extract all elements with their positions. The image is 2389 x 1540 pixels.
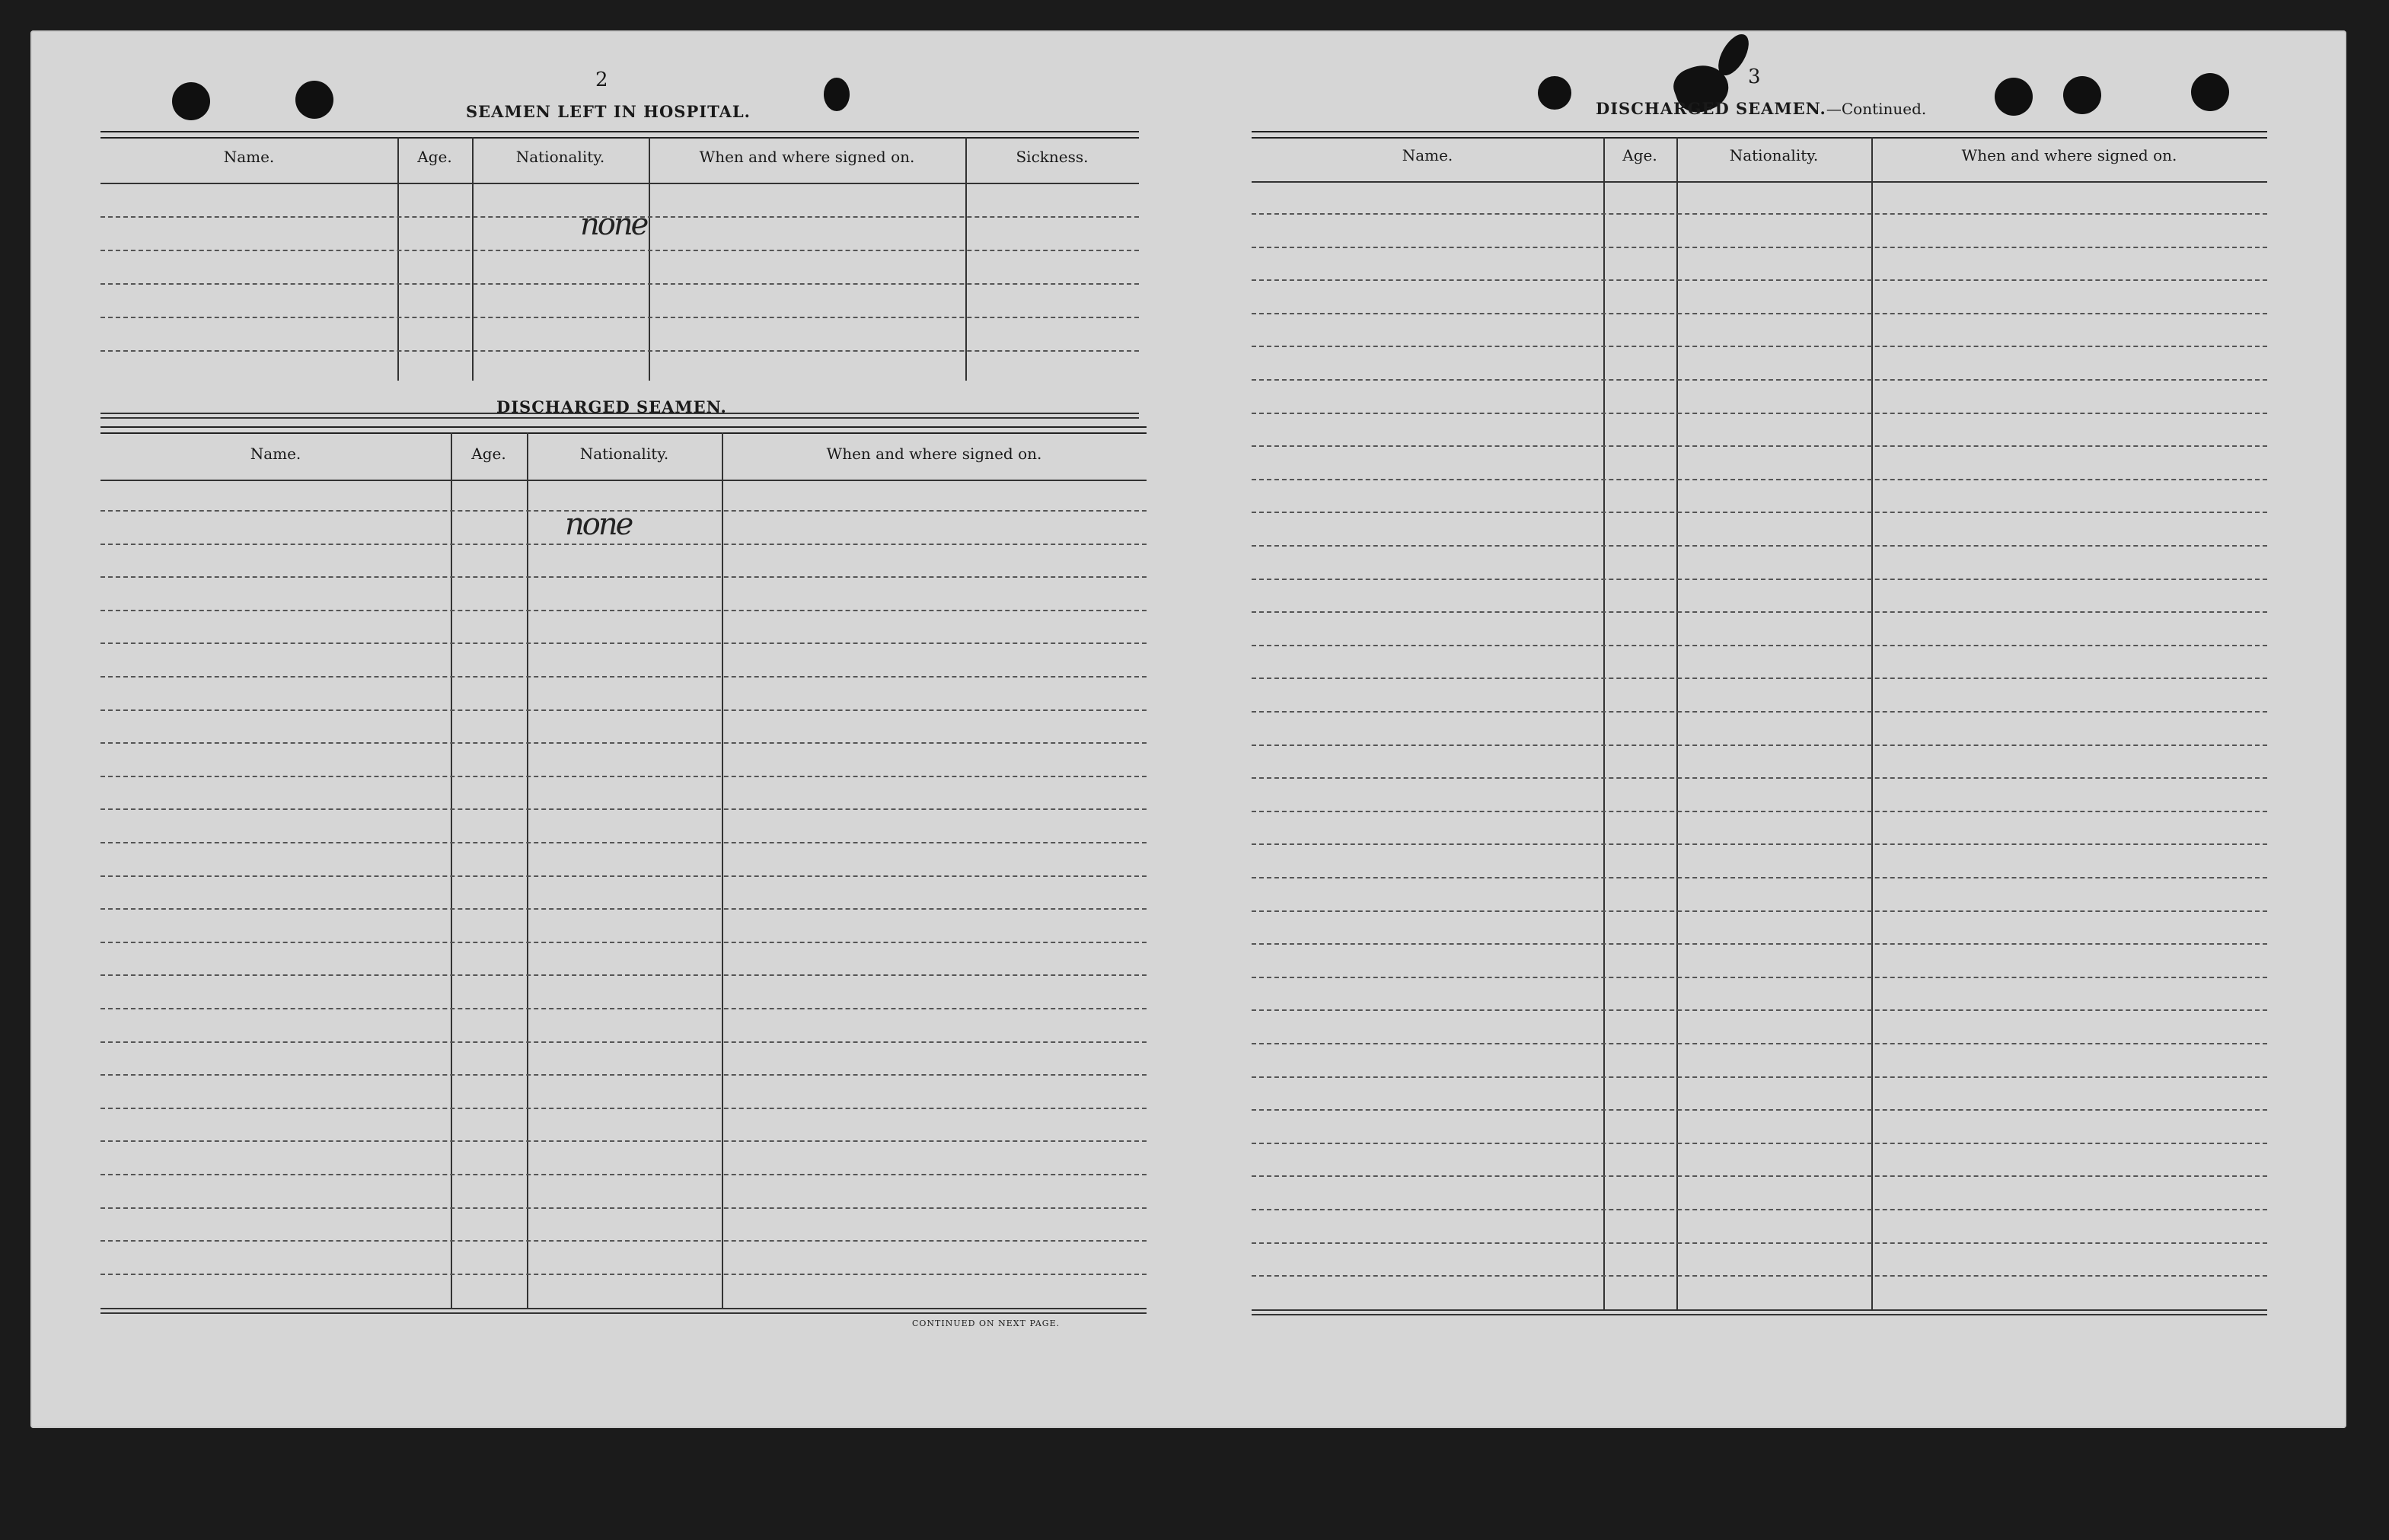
table-row[interactable]: [1252, 611, 2267, 613]
discharged-col-name: Name.: [250, 445, 301, 463]
table-row[interactable]: [1252, 777, 2267, 779]
table-row[interactable]: [1252, 811, 2267, 812]
table-row[interactable]: [1252, 379, 2267, 381]
table-row[interactable]: [100, 317, 1139, 318]
table-row[interactable]: [1252, 313, 2267, 314]
discharged-table-right: [1252, 131, 2267, 1349]
table-row[interactable]: [1252, 445, 2267, 447]
continued-col-name: Name.: [1402, 146, 1453, 164]
punch-hole-icon: [1538, 76, 1571, 110]
table-row[interactable]: [100, 250, 1139, 251]
table-row[interactable]: [100, 1274, 1147, 1275]
table-row[interactable]: [1252, 744, 2267, 746]
table-row[interactable]: [100, 1240, 1147, 1242]
table-row[interactable]: [100, 350, 1139, 352]
table-row[interactable]: [100, 510, 1147, 512]
discharged-col-nationality: Nationality.: [579, 445, 669, 463]
punch-hole-icon: [824, 78, 850, 111]
table-row[interactable]: [1252, 512, 2267, 513]
table-row[interactable]: [1252, 1109, 2267, 1111]
table-row[interactable]: [1252, 346, 2267, 347]
table-row[interactable]: [1252, 1076, 2267, 1078]
table-row[interactable]: [100, 610, 1147, 611]
table-row[interactable]: [1252, 943, 2267, 945]
table-row[interactable]: [1252, 479, 2267, 480]
table-row[interactable]: [100, 742, 1147, 744]
hospital-col-age: Age.: [417, 148, 452, 166]
table-row[interactable]: [1252, 711, 2267, 713]
discharged-col-age: Age.: [471, 445, 506, 463]
table-row[interactable]: [100, 676, 1147, 678]
table-row[interactable]: [100, 908, 1147, 910]
table-row[interactable]: [1252, 545, 2267, 547]
table-row[interactable]: [100, 1140, 1147, 1142]
table-row[interactable]: [1252, 645, 2267, 646]
table-row[interactable]: [1252, 1175, 2267, 1177]
table-row[interactable]: [1252, 413, 2267, 414]
table-row[interactable]: [100, 942, 1147, 943]
hospital-col-signed-on: When and where signed on.: [699, 148, 915, 166]
table-row[interactable]: [1252, 247, 2267, 248]
hospital-section-title: SEAMEN LEFT IN HOSPITAL.: [466, 102, 751, 121]
table-row[interactable]: [100, 1174, 1147, 1175]
page-number-left: 2: [595, 69, 608, 91]
hospital-col-nationality: Nationality.: [515, 148, 605, 166]
table-row[interactable]: [1252, 977, 2267, 978]
handwritten-none-entry: none: [565, 507, 632, 542]
table-row[interactable]: [1252, 1242, 2267, 1244]
table-row[interactable]: [1252, 843, 2267, 845]
table-row[interactable]: [1252, 910, 2267, 912]
continued-col-signed-on: When and where signed on.: [1961, 146, 2177, 164]
discharged-continued-title-main: DISCHARGED SEAMEN.: [1596, 99, 1826, 118]
table-row[interactable]: [100, 1041, 1147, 1043]
handwritten-none-entry: none: [580, 207, 647, 242]
table-row[interactable]: [100, 808, 1147, 810]
table-row[interactable]: [100, 1008, 1147, 1009]
table-row[interactable]: [100, 576, 1147, 578]
table-row[interactable]: [1252, 1209, 2267, 1210]
discharged-continued-title: [1596, 99, 1926, 118]
punch-hole-icon: [2191, 73, 2229, 111]
document-sheet: [30, 30, 2346, 1428]
table-row[interactable]: [1252, 1009, 2267, 1011]
table-row[interactable]: [1252, 678, 2267, 679]
table-row[interactable]: [100, 875, 1147, 877]
continued-col-age: Age.: [1622, 146, 1657, 164]
table-row[interactable]: [100, 1108, 1147, 1109]
table-row[interactable]: [100, 1074, 1147, 1076]
table-row[interactable]: [100, 709, 1147, 711]
discharged-continued-suffix: —Continued.: [1826, 100, 1927, 118]
hospital-col-name: Name.: [223, 148, 275, 166]
table-row[interactable]: [1252, 1043, 2267, 1044]
table-row[interactable]: [100, 776, 1147, 777]
table-row[interactable]: [100, 642, 1147, 644]
punch-hole-icon: [2063, 76, 2101, 114]
page-number-right: 3: [1748, 65, 1761, 88]
table-row[interactable]: [1252, 279, 2267, 281]
hospital-table: [100, 131, 1139, 419]
discharged-col-signed-on: When and where signed on.: [826, 445, 1042, 463]
punch-hole-icon: [172, 82, 210, 120]
discharged-section-title: DISCHARGED SEAMEN.: [496, 397, 727, 416]
hospital-col-sickness: Sickness.: [1016, 148, 1089, 166]
table-row[interactable]: [1252, 1143, 2267, 1144]
punch-hole-icon: [295, 81, 333, 119]
table-row[interactable]: [1252, 877, 2267, 878]
table-row[interactable]: [100, 842, 1147, 843]
discharged-table-left: [100, 426, 1147, 1351]
table-row[interactable]: [1252, 213, 2267, 215]
table-row[interactable]: [100, 974, 1147, 976]
table-row[interactable]: [1252, 1275, 2267, 1277]
table-row[interactable]: [100, 1207, 1147, 1209]
continued-note: CONTINUED ON NEXT PAGE.: [912, 1318, 1061, 1328]
punch-hole-icon: [1995, 78, 2033, 116]
table-row[interactable]: [100, 283, 1139, 285]
continued-col-nationality: Nationality.: [1729, 146, 1819, 164]
table-row[interactable]: [100, 544, 1147, 545]
table-row[interactable]: [1252, 579, 2267, 580]
